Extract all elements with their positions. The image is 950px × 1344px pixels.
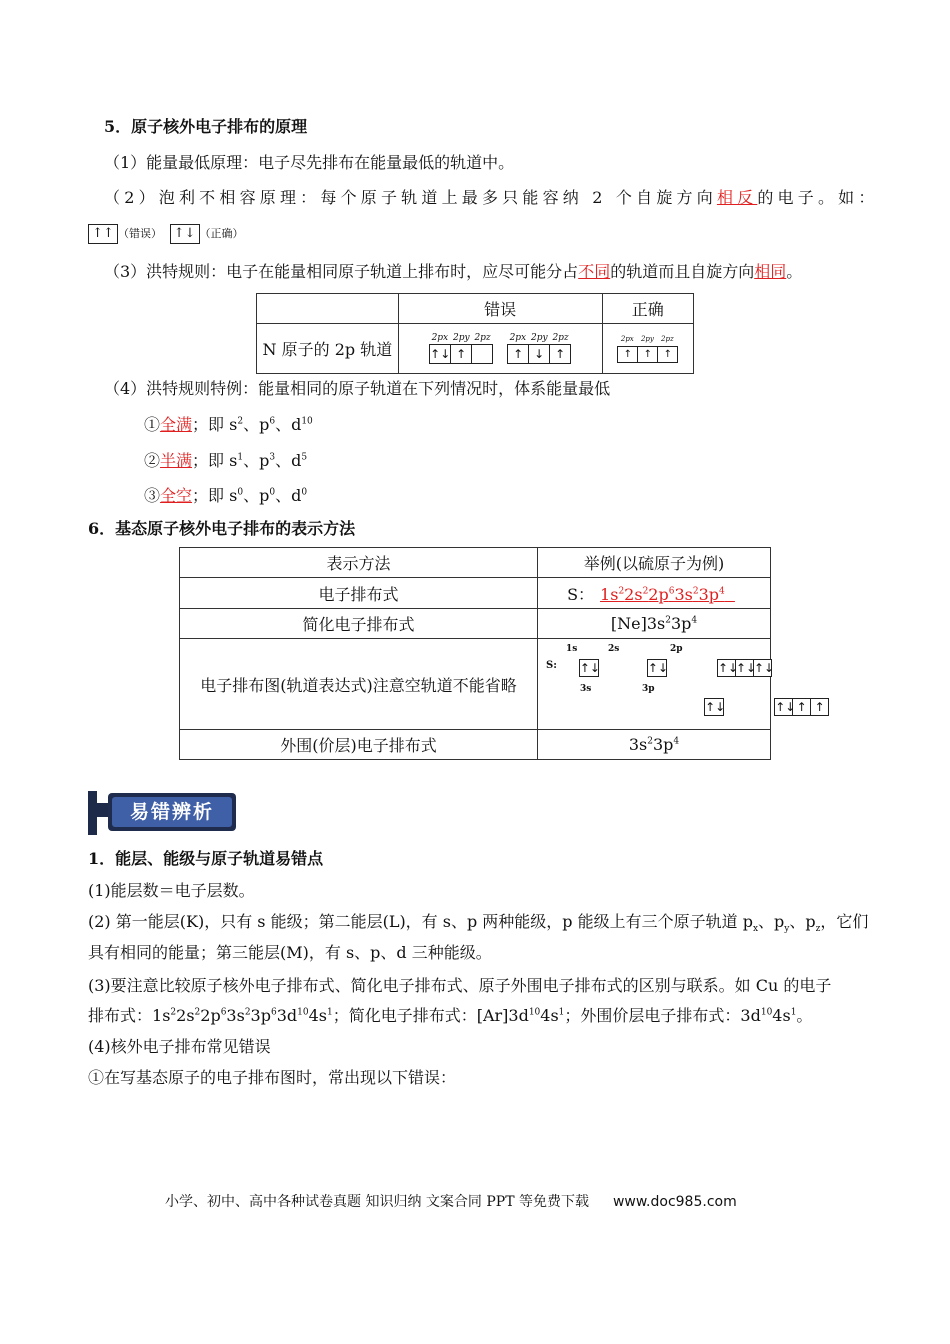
mistakes-line-3b: 排布式：$1s^22s^22p^63s^23p^63d^{10}4s^1$；简化电子排布式：$[Ar]3d^{10}4s^1$；外围价层电子排布式：$3d^{10}4s^1$。 [88, 1006, 813, 1025]
orbital-1s [579, 659, 599, 677]
notation-table [179, 547, 825, 760]
case-text: ；即 s [192, 486, 238, 505]
orbital-cell: ↑↓ [430, 347, 451, 362]
sup: 0 [237, 487, 244, 498]
case-text: 、p [243, 486, 270, 505]
hund-wrong-cell [398, 324, 602, 374]
hund-table [256, 293, 694, 374]
sulfur-prefix: S： [567, 584, 595, 604]
row-simplified-config-value: $[Ne]3s^23p^4$ [538, 609, 771, 639]
mistakes-line-4: (4)核外电子排布常见错误 [88, 1037, 271, 1056]
label-3s: 3s [580, 684, 592, 694]
orbital-cell: ↑ [814, 699, 825, 714]
case-half [144, 450, 307, 472]
key-empty: 全空 [160, 486, 193, 505]
section-banner [88, 791, 240, 835]
pauli-energy-principle: （1）能量最低原理：电子尽先排布在能量最低的轨道中。 [104, 153, 515, 172]
orbital-cell: ↑↓ [718, 660, 739, 675]
notation-header-method: 表示方法 [180, 548, 538, 578]
hund-right-cell [602, 324, 693, 374]
orbital-3p [774, 698, 829, 716]
mistakes-line-5: ①在写基态原子的电子排布图时，常出现以下错误： [88, 1068, 457, 1087]
hund-right-diagram [617, 335, 678, 363]
sulfur-orbital-diagram [538, 640, 825, 728]
hund-corner [257, 294, 399, 324]
hund-wrong-diagram-2 [507, 333, 571, 365]
orbital-box-right: ↑↓ [170, 224, 200, 244]
label-1s: 1s [566, 644, 578, 654]
case-text: ；即 s [192, 415, 238, 434]
mistakes-text: ；外围价层电子排布式： [564, 1006, 741, 1025]
sulfur-symbol: S: [546, 660, 557, 671]
footer-text: 小学、初中、高中各种试卷真题 知识归纳 文案合同 PPT 等免费下载 [165, 1194, 589, 1210]
mistakes-text: (2) 第一能层(K)，只有 s 能级；第二能层(L)，有 s、p 两种能级，p 能级上有三个原子轨道 p [88, 912, 753, 931]
hund-row-label: N 原子的 2p 轨道 [257, 324, 399, 374]
row-orbital-diagram-value [538, 639, 825, 730]
case-full [144, 414, 313, 436]
mistakes-line-2a: (2) 第一能层(K)，只有 s 能级；第二能层(L)，有 s、p 两种能级，p 能级上有三个原子轨道 $p_x$、$p_y$、$p_z$，它们 [88, 912, 869, 935]
sup: 1 [237, 452, 244, 463]
case-text: 、p [243, 451, 270, 470]
row-electron-config-value [538, 578, 771, 609]
footer-url[interactable]: www.doc985.com [612, 1194, 737, 1210]
mistakes-line-1: (1)能层数＝电子层数。 [88, 881, 255, 900]
label-2p: 2p [670, 644, 683, 654]
case-text: 、d [275, 451, 302, 470]
orbital-cell: ↑ [663, 348, 672, 360]
case-num: ① [144, 415, 161, 434]
hund-text-end: 。 [786, 262, 803, 281]
orbital-cell: ↑ [638, 347, 658, 362]
orbital-2s [647, 659, 667, 677]
sup: 2 [237, 416, 244, 427]
key-half: 半满 [160, 451, 193, 470]
sup: 5 [301, 452, 308, 463]
orbital-cell: ↑ [508, 345, 529, 363]
key-different: 不同 [578, 262, 611, 281]
mistakes-line-3a: (3)要注意比较原子核外电子排布式、简化电子排布式、原子外围电子排布式的区别与联系。如 Cu 的电子 [88, 976, 832, 995]
orbital-cell: ↓ [529, 345, 550, 363]
case-num: ③ [144, 486, 161, 505]
orb-label-2px: 2px [620, 334, 634, 343]
orbital-cell: ↑ [618, 347, 638, 362]
orbital-cell [472, 345, 492, 363]
hund-text: （3）洪特规则：电子在能量相同原子轨道上排布时，应尽可能分占 [104, 262, 579, 281]
pauli-text-end: 的电子。如： [757, 188, 879, 207]
label-3p: 3p [642, 684, 655, 694]
hund-header-wrong: 错误 [398, 294, 602, 324]
sulfur-full-config: $1s^22s^22p^63s^23p^4$ [600, 584, 725, 604]
hund-special-line: （4）洪特规则特例：能量相同的原子轨道在下列情况时，体系能量最低 [104, 379, 611, 398]
orbital-cell: ↑ [793, 699, 811, 715]
orbital-cell: ↑↓ [754, 660, 775, 675]
hund-text-mid: 的轨道而且自旋方向 [610, 262, 755, 281]
pauli-principle-line [104, 187, 879, 209]
orbital-2p [717, 659, 775, 677]
orbital-cell: ↑ [451, 345, 472, 363]
mistakes-text: 。 [796, 1006, 813, 1025]
orbital-cell: ↑↓ [647, 660, 669, 675]
orbital-3s [704, 698, 724, 716]
orbital-cell: ↑↓ [705, 699, 726, 714]
pauli-text: （2）泡利不相容原理：每个原子轨道上最多只能容纳 2 个自旋方向 [104, 188, 717, 207]
case-text: 、p [243, 415, 270, 434]
key-opposite: 相反 [716, 188, 758, 207]
row-valence-config: 外围(价层)电子排布式 [180, 730, 538, 760]
case-text: 、d [275, 415, 302, 434]
sup: 3 [269, 452, 276, 463]
row-orbital-diagram: 电子排布图(轨道表达式)注意空轨道不能省略 [180, 639, 538, 730]
row-simplified-config: 简化电子排布式 [180, 609, 538, 639]
orbital-cell: ↑↓ [579, 660, 600, 675]
case-num: ② [144, 451, 161, 470]
orbital-box-group [429, 344, 493, 364]
hund-rule-line [104, 261, 802, 283]
label-2s: 2s [608, 644, 620, 654]
orbital-box-group [507, 344, 571, 364]
sup: 0 [301, 487, 308, 498]
mistakes-text: 排布式： [88, 1006, 153, 1025]
sup: 6 [269, 416, 276, 427]
hund-wrong-diagram-1 [429, 333, 493, 365]
case-text: 、d [275, 486, 302, 505]
key-same: 相同 [754, 262, 787, 281]
banner-title: 易错辨析 [129, 801, 214, 823]
orbital-cell: ↑↓ [736, 660, 757, 675]
orbital-box-group [617, 346, 678, 363]
section-5-title: 5．原子核外电子排布的原理 [104, 117, 308, 136]
mistakes-title: 1．能层、能级与原子轨道易错点 [88, 849, 324, 868]
notation-header-example: 举例(以硫原子为例) [538, 548, 771, 578]
label-right: （正确） [199, 227, 244, 240]
orb-label-2px: 2px [509, 332, 527, 343]
label-wrong: （错误） [118, 227, 162, 240]
sup: 10 [301, 416, 313, 427]
sup: 0 [269, 487, 276, 498]
mistakes-line-2b: 具有相同的能量；第三能层(M)，有 s、p、d 三种能级。 [88, 943, 492, 962]
orb-label-2pz: 2pz [661, 334, 674, 343]
pauli-example [88, 224, 244, 244]
orb-label-2pz: 2pz [552, 332, 569, 343]
banner-post [88, 791, 97, 835]
orb-label-2py: 2py [453, 332, 470, 343]
section-6-title: 6．基态原子核外电子排布的表示方法 [88, 519, 356, 538]
orbital-box-wrong: ↑↑ [88, 224, 118, 244]
orbital-cell: ↑↓ [775, 699, 796, 714]
orb-label-2pz: 2pz [474, 332, 491, 343]
orb-label-2px: 2px [431, 332, 449, 343]
case-text: ；即 s [192, 451, 238, 470]
page-footer [165, 1191, 737, 1211]
mistakes-text: ；简化电子排布式： [332, 1006, 477, 1025]
row-electron-config: 电子排布式 [180, 578, 538, 609]
key-full: 全满 [160, 415, 193, 434]
row-valence-config-value: $3s^23p^4$ [538, 730, 771, 760]
hund-header-right: 正确 [602, 294, 693, 324]
case-empty [144, 485, 307, 507]
orb-label-2py: 2py [531, 332, 548, 343]
orbital-cell: ↑ [555, 347, 566, 362]
orb-label-2py: 2py [640, 334, 654, 343]
